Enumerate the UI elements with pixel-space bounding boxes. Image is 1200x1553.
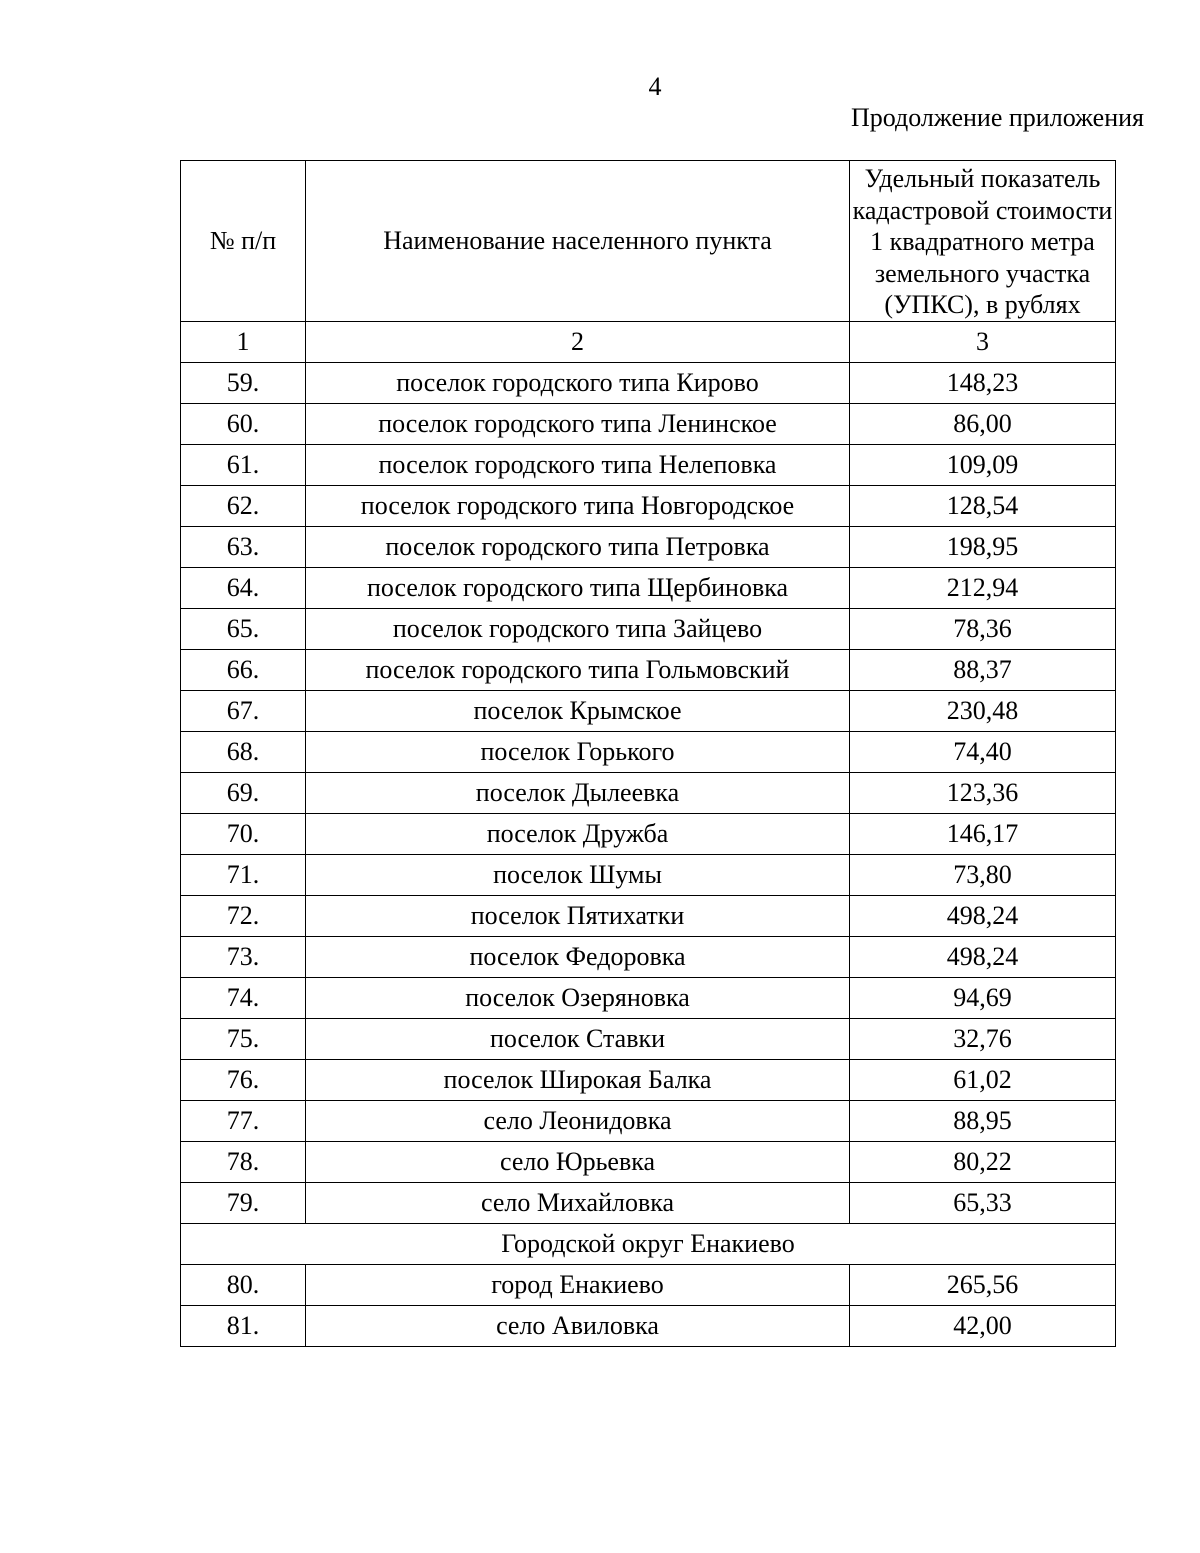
table-header-row [181,161,1116,322]
settlement-name: поселок Ставки [306,1018,850,1059]
settlement-name: поселок городского типа Кирово [306,362,850,403]
settlement-name: поселок Широкая Балка [306,1059,850,1100]
table-row [181,1141,1116,1182]
upks-value: 32,76 [850,1018,1116,1059]
row-number: 72. [181,895,306,936]
column-number: 3 [850,321,1116,362]
upks-value: 94,69 [850,977,1116,1018]
table-row [181,485,1116,526]
upks-value: 73,80 [850,854,1116,895]
settlement-name: поселок городского типа Ленинское [306,403,850,444]
row-number: 65. [181,608,306,649]
row-number: 61. [181,444,306,485]
table-row [181,854,1116,895]
upks-value: 123,36 [850,772,1116,813]
table-row [181,649,1116,690]
upks-value: 498,24 [850,936,1116,977]
row-number: 75. [181,1018,306,1059]
settlement-name: поселок городского типа Петровка [306,526,850,567]
row-number: 74. [181,977,306,1018]
row-number: 73. [181,936,306,977]
upks-value: 212,94 [850,567,1116,608]
section-title: Городской округ Енакиево [181,1223,1116,1264]
settlement-name: село Юрьевка [306,1141,850,1182]
upks-value: 109,09 [850,444,1116,485]
table-row [181,895,1116,936]
table-row [181,977,1116,1018]
table-row [181,690,1116,731]
settlement-name: поселок Федоровка [306,936,850,977]
row-number: 81. [181,1305,306,1346]
settlement-name: поселок городского типа Щербиновка [306,567,850,608]
upks-value: 78,36 [850,608,1116,649]
row-number: 77. [181,1100,306,1141]
continuation-label: Продолжение приложения [850,103,1144,132]
upks-value: 265,56 [850,1264,1116,1305]
column-number: 1 [181,321,306,362]
settlement-name: село Авиловка [306,1305,850,1346]
row-number: 78. [181,1141,306,1182]
table-row [181,936,1116,977]
row-number: 67. [181,690,306,731]
column-number-row [181,321,1116,362]
upks-value: 88,95 [850,1100,1116,1141]
page-number: 4 [648,72,662,101]
table-row [181,403,1116,444]
table-row [181,526,1116,567]
row-number: 71. [181,854,306,895]
table-row [181,1100,1116,1141]
row-number: 66. [181,649,306,690]
upks-value: 230,48 [850,690,1116,731]
upks-table [180,160,1116,1347]
table-row [181,772,1116,813]
row-number: 63. [181,526,306,567]
settlement-name: село Леонидовка [306,1100,850,1141]
upks-value: 86,00 [850,403,1116,444]
header-value: Удельный показатель кадастровой стоимости 1 квадратного метра земельного участка (УПКС), в рублях [850,161,1116,322]
table-row [181,813,1116,854]
section-row [181,1223,1116,1264]
section-group [181,1223,1116,1264]
row-number: 70. [181,813,306,854]
table-row [181,362,1116,403]
row-number: 79. [181,1182,306,1223]
upks-value: 498,24 [850,895,1116,936]
settlement-name: поселок городского типа Новгородское [306,485,850,526]
settlement-name: поселок городского типа Зайцево [306,608,850,649]
settlement-name: город Енакиево [306,1264,850,1305]
table-row [181,444,1116,485]
settlement-name: поселок Горького [306,731,850,772]
upks-value: 148,23 [850,362,1116,403]
row-number: 76. [181,1059,306,1100]
row-number: 69. [181,772,306,813]
table-row [181,731,1116,772]
table-row [181,1059,1116,1100]
row-number: 62. [181,485,306,526]
upks-value: 146,17 [850,813,1116,854]
upks-value: 65,33 [850,1182,1116,1223]
settlement-name: поселок Дружба [306,813,850,854]
header-num: № п/п [181,161,306,322]
upks-value: 128,54 [850,485,1116,526]
table-row [181,1264,1116,1305]
row-number: 60. [181,403,306,444]
settlement-name: поселок Дылеевка [306,772,850,813]
upks-value: 74,40 [850,731,1116,772]
settlement-name: поселок городского типа Нелеповка [306,444,850,485]
header-name: Наименование населенного пункта [306,161,850,322]
table-row [181,1305,1116,1346]
table-row [181,608,1116,649]
upks-value: 88,37 [850,649,1116,690]
table-body-part1 [181,362,1116,1223]
upks-value: 80,22 [850,1141,1116,1182]
table-row [181,1018,1116,1059]
settlement-name: поселок Шумы [306,854,850,895]
row-number: 64. [181,567,306,608]
settlement-name: поселок Озеряновка [306,977,850,1018]
row-number: 59. [181,362,306,403]
table-row [181,1182,1116,1223]
row-number: 80. [181,1264,306,1305]
row-number: 68. [181,731,306,772]
settlement-name: поселок Крымское [306,690,850,731]
settlement-name: поселок Пятихатки [306,895,850,936]
upks-value: 61,02 [850,1059,1116,1100]
settlement-name: поселок городского типа Гольмовский [306,649,850,690]
column-number: 2 [306,321,850,362]
table-body-part2 [181,1264,1116,1346]
upks-value: 42,00 [850,1305,1116,1346]
settlement-name: село Михайловка [306,1182,850,1223]
table-row [181,567,1116,608]
upks-value: 198,95 [850,526,1116,567]
